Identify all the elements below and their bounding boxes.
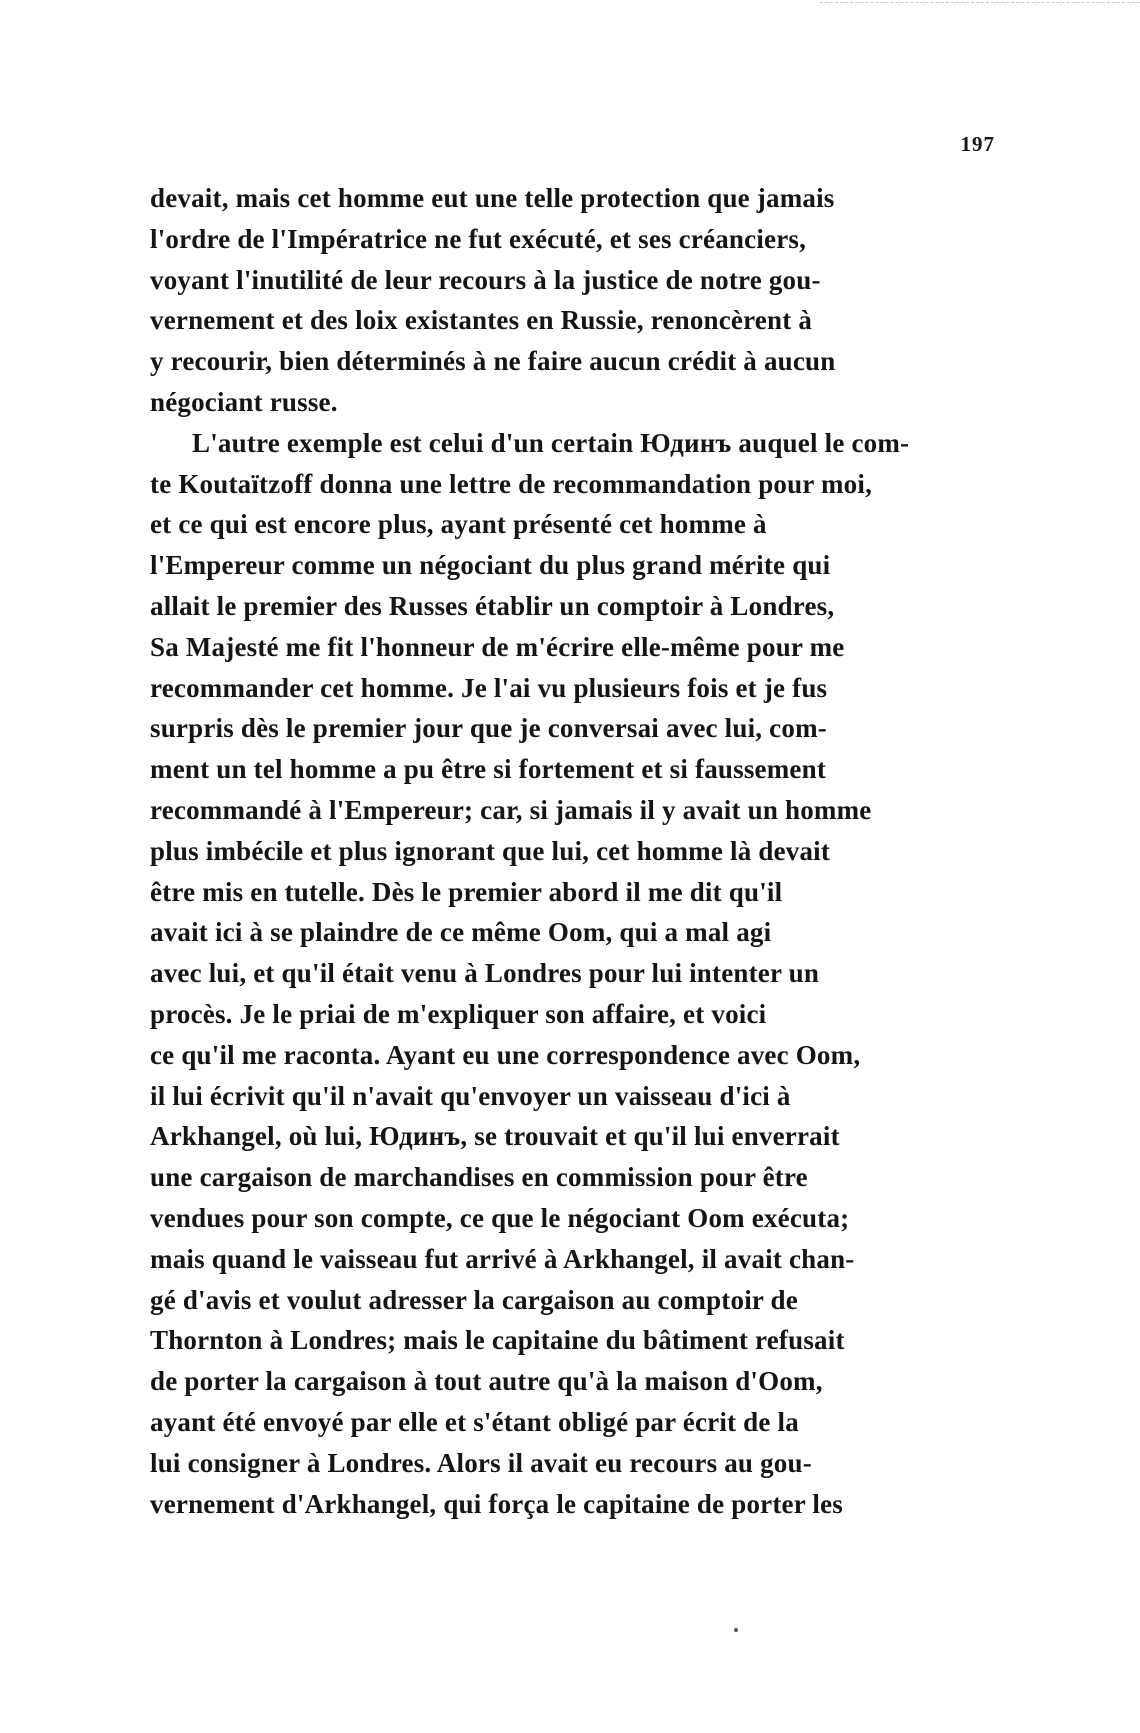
text-line: une cargaison de marchandises en commission pour être [150, 1162, 808, 1193]
text-line: il lui écrivit qu'il n'avait qu'envoyer un vaisseau d'ici à [150, 1080, 791, 1111]
text-line: procès. Je le priai de m'expliquer son affaire, et voici [150, 998, 767, 1029]
text-line: l'ordre de l'Impératrice ne fut exécuté, et ses créanciers, [150, 223, 807, 254]
text-line: y recourir, bien déterminés à ne faire aucun crédit à aucun [150, 346, 836, 377]
text-line: Thornton à Londres; mais le capitaine du bâtiment refusait [150, 1325, 845, 1356]
text-line: te Koutaïtzoff donna une lettre de recommandation pour moi, [150, 468, 873, 499]
text-line: négociant russe. [150, 386, 338, 417]
text-line: ce qu'il me raconta. Ayant eu une correspondence avec Oom, [150, 1039, 861, 1070]
text-line: avec lui, et qu'il était venu à Londres pour lui intenter un [150, 958, 820, 989]
text-line: surpris dès le premier jour que je conversai avec lui, com- [150, 713, 827, 744]
text-line: L'autre exemple est celui d'un certain Юдинъ auquel le com- [192, 427, 910, 458]
text-line: mais quand le vaisseau fut arrivé à Arkhangel, il avait chan- [150, 1243, 855, 1274]
text-line: ment un tel homme a pu être si fortement et si faussement [150, 754, 827, 785]
text-line: allait le premier des Russes établir un comptoir à Londres, [150, 590, 835, 621]
text-line: et ce qui est encore plus, ayant présenté cet homme à [150, 509, 767, 540]
text-line: de porter la cargaison à tout autre qu'à la maison d'Oom, [150, 1366, 823, 1397]
ink-speck [734, 1628, 738, 1632]
text-line: ayant été envoyé par elle et s'étant obligé par écrit de la [150, 1406, 799, 1437]
text-line: être mis en tutelle. Dès le premier abord il me dit qu'il [150, 876, 783, 907]
text-line: devait, mais cet homme eut une telle protection que jamais [150, 183, 835, 213]
text-line: plus imbécile et plus ignorant que lui, cet homme là devait [150, 835, 831, 866]
text-line: vernement et des loix existantes en Russie, renoncèrent à [150, 305, 813, 336]
text-line: gé d'avis et voulut adresser la cargaison au comptoir de [150, 1284, 798, 1315]
text-line: recommandé à l'Empereur; car, si jamais il y avait un homme [150, 794, 872, 825]
page-number: 197 [960, 132, 995, 156]
body-text [150, 178, 995, 1524]
text-line: lui consigner à Londres. Alors il avait eu recours au gou- [150, 1447, 812, 1478]
text-line: Sa Majesté me fit l'honneur de m'écrire elle-même pour me [150, 631, 845, 662]
text-line: voyant l'inutilité de leur recours à la justice de notre gou- [150, 264, 821, 295]
text-line: avait ici à se plaindre de ce même Oom, qui a mal agi [150, 917, 772, 948]
text-line: vendues pour son compte, ce que le négociant Oom exécuta; [150, 1202, 850, 1233]
page-edge-rule [820, 2, 1140, 3]
text-line: recommander cet homme. Je l'ai vu plusieurs fois et je fus [150, 672, 828, 703]
text-line: Arkhangel, où lui, Юдинъ, se trouvait et qu'il lui enverrait [150, 1121, 840, 1152]
text-line: vernement d'Arkhangel, qui força le capitaine de porter les [150, 1488, 843, 1519]
text-line: l'Empereur comme un négociant du plus grand mérite qui [150, 550, 831, 581]
